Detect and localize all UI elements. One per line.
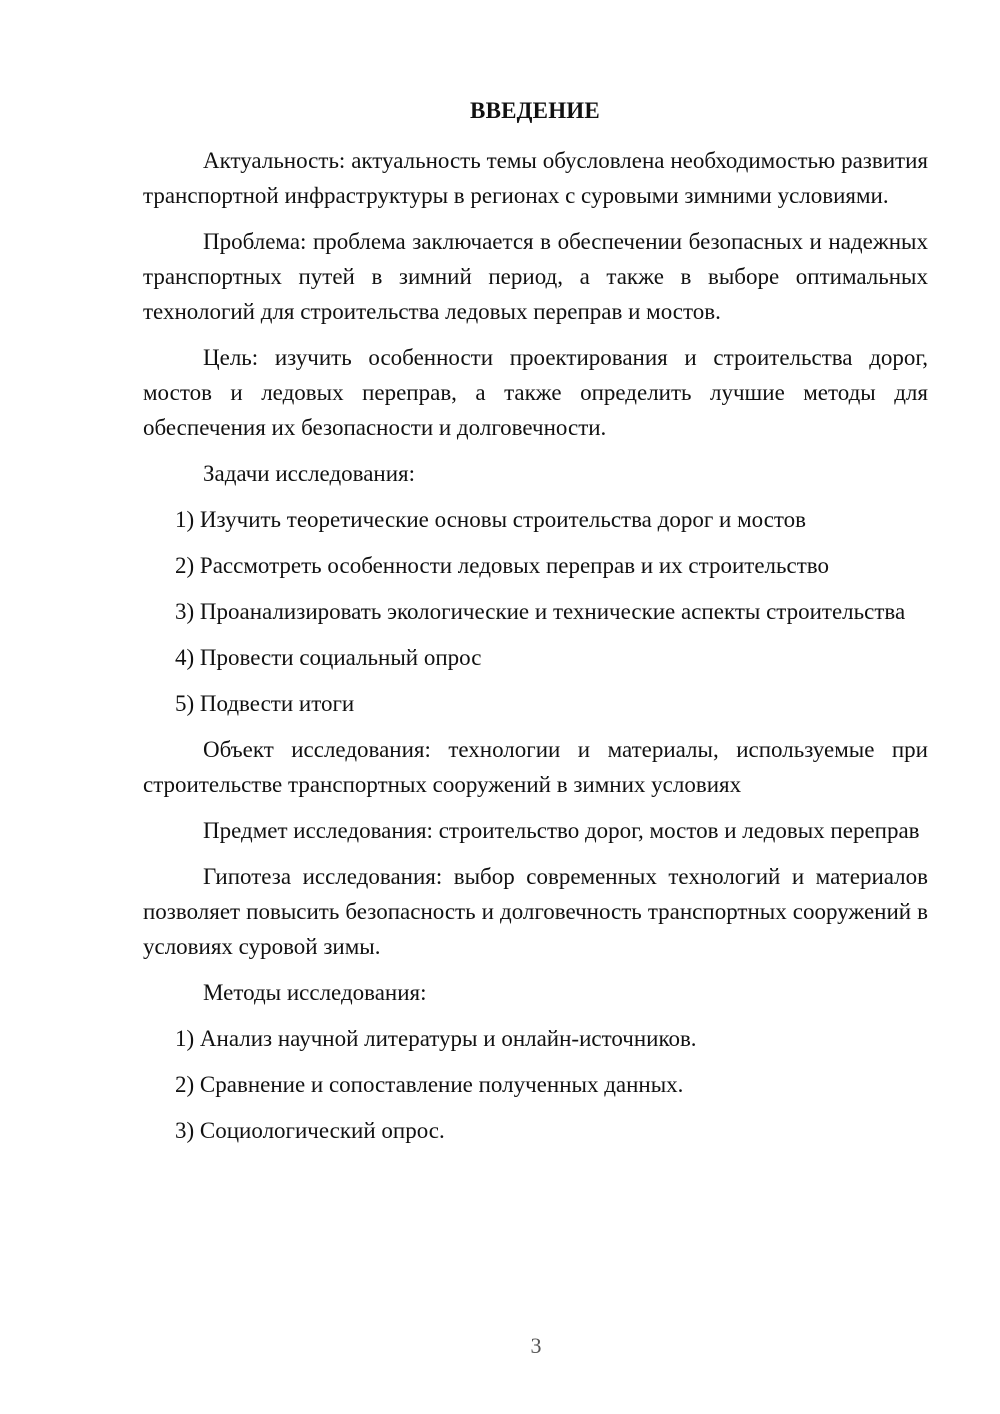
task-item-4: 4) Провести социальный опрос [175,645,482,670]
tasks-heading: Задачи исследования: [203,461,416,486]
task-item-5: 5) Подвести итоги [175,691,355,716]
method-item-2: 2) Сравнение и сопоставление полученных данных. [175,1072,684,1097]
method-item-1: 1) Анализ научной литературы и онлайн-источников. [175,1026,697,1051]
paragraph-subject: Предмет исследования: строительство дорог, мостов и ледовых переправ [203,818,920,843]
paragraph-goal: Цель: изучить особенности проектирования и строительства дорог, мостов и ледовых переправ, а также определить лучшие методы для обеспечения их безопасности и долговечности. [143,345,928,440]
page-number: 3 [530,1333,542,1358]
document-body [143,143,928,1159]
page-title: ВВЕДЕНИЕ [470,98,600,123]
paragraph-relevance: Актуальность: актуальность темы обусловлена необходимостью развития транспортной инфраструктуры в регионах с суровыми зимними условиями. [143,148,928,208]
methods-list [143,1021,928,1148]
paragraph-object: Объект исследования: технологии и материалы, используемые при строительстве транспортных сооружений в зимних условиях [143,737,928,797]
method-item-3: 3) Социологический опрос. [175,1118,445,1143]
task-item-3: 3) Проанализировать экологические и технические аспекты строительства [175,599,906,624]
task-item-2: 2) Рассмотреть особенности ледовых переправ и их строительство [175,553,829,578]
paragraph-problem: Проблема: проблема заключается в обеспечении безопасных и надежных транспортных путей в зимний период, а также в выборе оптимальных технологий для строительства ледовых переправ и мостов. [143,229,928,324]
task-item-1: 1) Изучить теоретические основы строительства дорог и мостов [175,507,807,532]
methods-heading: Методы исследования: [203,980,427,1005]
paragraph-hypothesis: Гипотеза исследования: выбор современных технологий и материалов позволяет повысить безопасность и долговечность транспортных сооружений в условиях суровой зимы. [143,864,928,959]
tasks-list [143,502,928,721]
